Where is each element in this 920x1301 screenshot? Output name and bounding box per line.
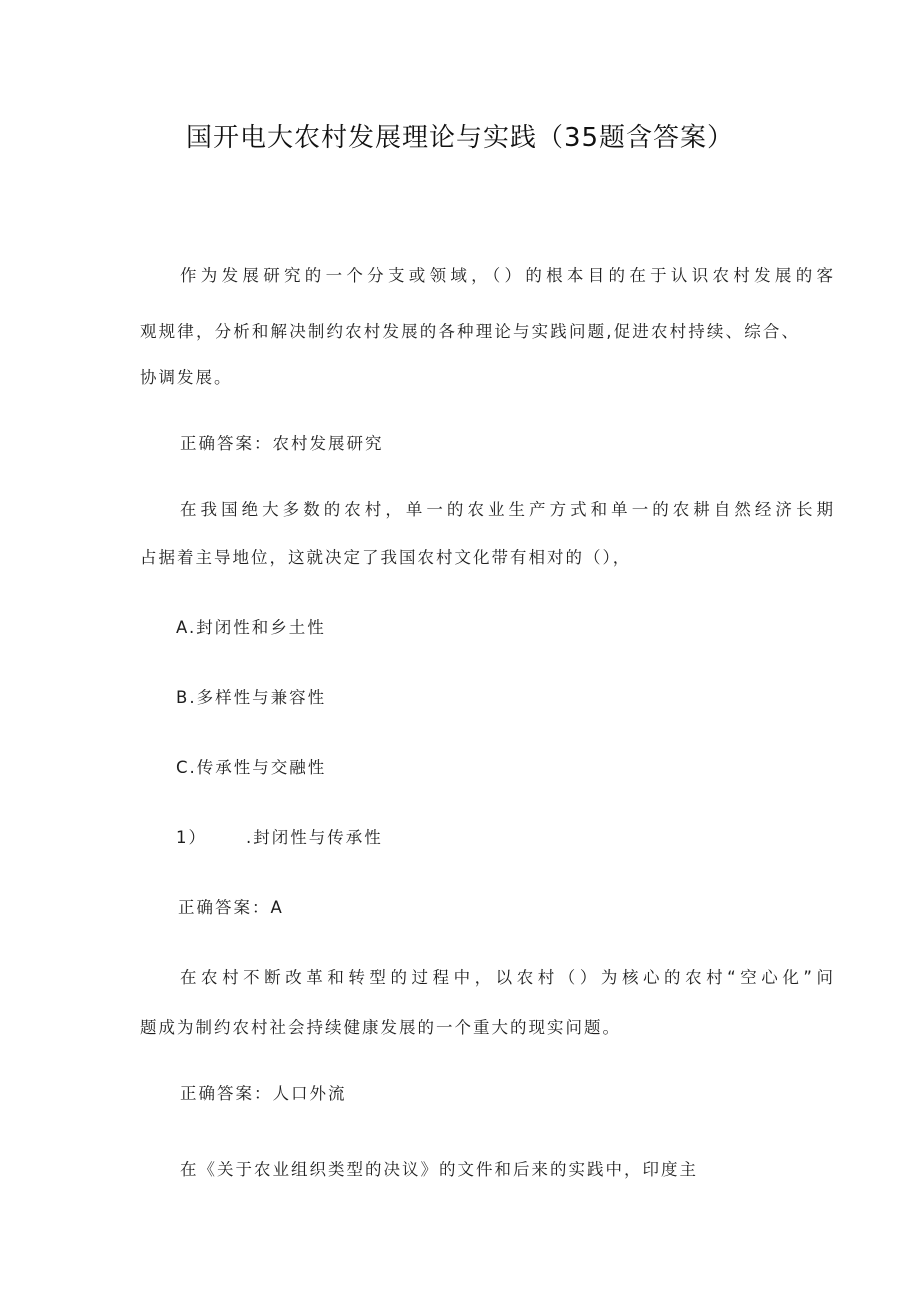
- question-2-option-a: A.封闭性和乡土性: [176, 618, 326, 637]
- question-1-line-1: 作为发展研究的一个分支或领域，（）的根本目的在于认识农村发展的客: [180, 266, 835, 285]
- question-4-line-1: 在《关于农业组织类型的决议》的文件和后来的实践中，印度主: [180, 1160, 698, 1179]
- question-1-line-3: 协调发展。: [140, 368, 233, 387]
- question-3-line-2: 题成为制约农村社会持续健康发展的一个重大的现实问题。: [140, 1018, 621, 1037]
- question-2-option-d: [176, 826, 383, 850]
- question-1-line-2: 观规律，分析和解决制约农村发展的各种理论与实践问题,促进农村持续、综合、: [140, 322, 800, 341]
- question-1-answer: 正确答案：农村发展研究: [180, 434, 384, 453]
- question-2-line-1: 在我国绝大多数的农村，单一的农业生产方式和单一的农耕自然经济长期: [180, 500, 835, 519]
- document-title: 国开电大农村发展理论与实践（35题含答案）: [185, 123, 735, 153]
- option-d-number: 1）: [176, 828, 207, 847]
- option-d-text: .封闭性与传承性: [246, 828, 383, 847]
- question-2-option-c: C.传承性与交融性: [176, 758, 327, 777]
- question-2-answer: 正确答案：A: [178, 898, 284, 917]
- question-3-answer: 正确答案：人口外流: [180, 1084, 347, 1103]
- question-2-option-b: B.多样性与兼容性: [176, 688, 327, 707]
- question-2-line-2: 占据着主导地位，这就决定了我国农村文化带有相对的（），: [140, 548, 632, 567]
- question-3-line-1: 在农村不断改革和转型的过程中，以农村（）为核心的农村“空心化”问: [180, 968, 835, 987]
